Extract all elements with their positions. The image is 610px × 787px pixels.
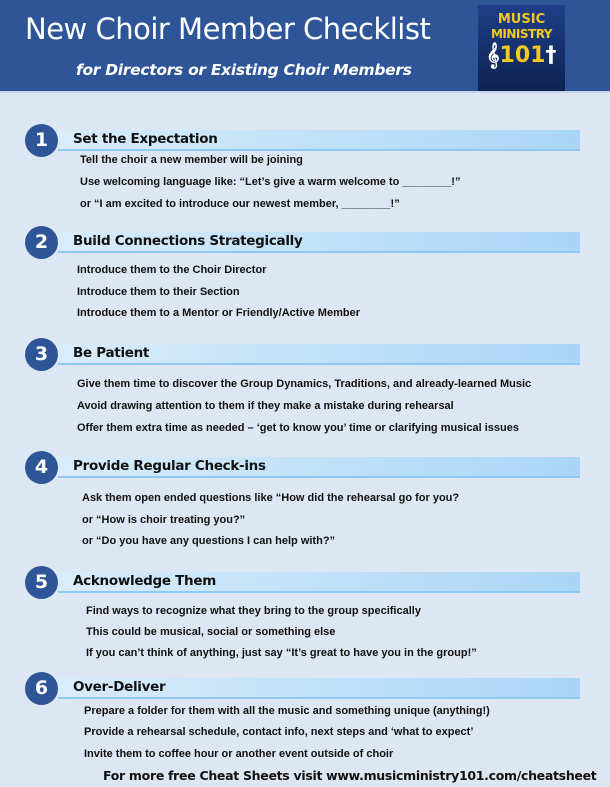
logo-line-2: MINISTRY [490, 27, 552, 41]
checklist-item: Avoid drawing attention to them if they make a mistake during rehearsal [77, 400, 454, 412]
section-heading: Be Patient [73, 345, 150, 361]
page-title: New Choir Member Checklist [25, 12, 431, 46]
logo-line-1: MUSIC [497, 12, 546, 27]
footer-link-text: For more free Cheat Sheets visit www.musicministry101.com/cheatsheet [103, 768, 597, 783]
section-heading: Over-Deliver [73, 679, 166, 695]
checklist-item: Give them time to discover the Group Dynamics, Traditions, and already-learned Music [77, 378, 532, 390]
checklist-item: or “Do you have any questions I can help with?” [82, 535, 336, 547]
checklist-item: Provide a rehearsal schedule, contact info, next steps and ‘what to expect’ [84, 726, 474, 738]
step-number-badge: 6 [25, 672, 58, 705]
treble-clef-icon: 𝄞 [486, 43, 500, 68]
checklist-item: or “How is choir treating you?” [82, 514, 246, 526]
page-subtitle: for Directors or Existing Choir Members [76, 61, 412, 79]
step-number-badge: 3 [25, 338, 58, 371]
section-heading: Build Connections Strategically [73, 233, 303, 249]
logo-line-3: 101 [499, 43, 546, 68]
checklist-item: Prepare a folder for them with all the music and something unique (anything!) [84, 705, 490, 717]
checklist-item: This could be musical, social or something else [86, 626, 336, 638]
header-banner [0, 0, 610, 93]
checklist-item: or “I am excited to introduce our newest member, ________!” [80, 198, 400, 210]
step-number-badge: 2 [25, 226, 58, 259]
checklist-item: Find ways to recognize what they bring to the group specifically [86, 605, 421, 617]
checklist-item: Tell the choir a new member will be joining [80, 154, 303, 166]
checklist-item: Introduce them to a Mentor or Friendly/Active Member [77, 307, 360, 319]
cross-icon: † [545, 43, 557, 68]
music-ministry-logo [478, 5, 565, 91]
section-heading: Set the Expectation [73, 131, 218, 147]
section-heading: Provide Regular Check-ins [73, 458, 266, 474]
checklist-item: If you can’t think of anything, just say “It’s great to have you in the group!” [86, 647, 477, 659]
checklist-item: Invite them to coffee hour or another event outside of choir [84, 748, 394, 760]
checklist-item: Introduce them to the Choir Director [77, 264, 267, 276]
checklist-item: Offer them extra time as needed – ‘get to know you’ time or clarifying musical issues [77, 422, 519, 434]
section-heading: Acknowledge Them [73, 573, 216, 589]
step-number-badge: 4 [25, 451, 58, 484]
step-number-badge: 5 [25, 566, 58, 599]
checklist-item: Introduce them to their Section [77, 286, 240, 298]
step-number-badge: 1 [25, 124, 58, 157]
checklist-item: Ask them open ended questions like “How did the rehearsal go for you? [82, 492, 460, 504]
checklist-item: Use welcoming language like: “Let’s give a warm welcome to ________!” [80, 176, 461, 188]
